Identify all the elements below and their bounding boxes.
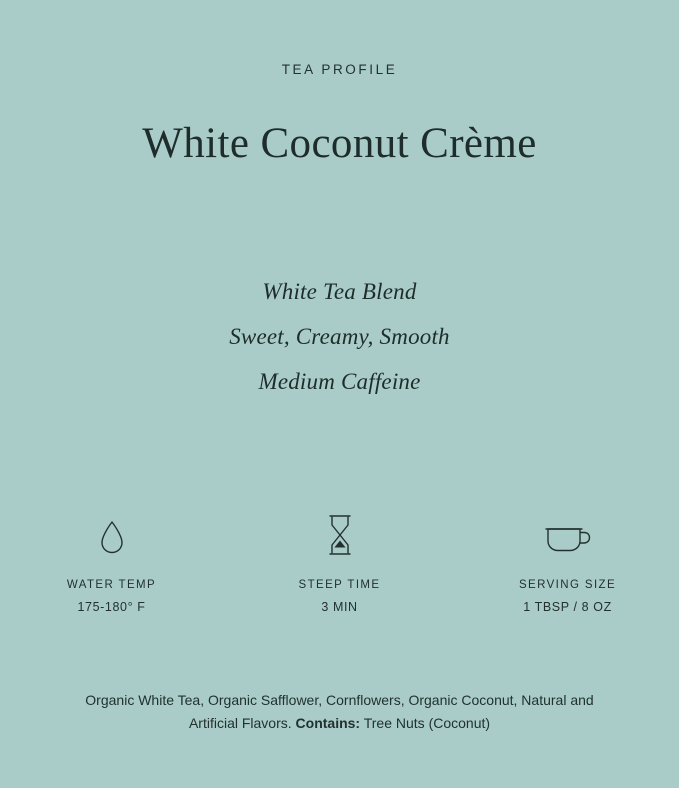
ingredients-text: Organic White Tea, Organic Safflower, Cornflowers, Organic Coconut, Natural and Artificial Flavors. [85, 691, 594, 732]
descriptor-item: Sweet, Creamy, Smooth [229, 323, 450, 349]
descriptor-item: White Tea Blend [262, 278, 417, 304]
teacup-icon [542, 511, 594, 557]
contains-label: Contains: [295, 715, 361, 732]
descriptor-item: Medium Caffeine [258, 368, 421, 394]
spec-value: 1 TBSP / 8 OZ [523, 599, 612, 614]
descriptor-list [229, 279, 450, 395]
spec-steep-time [265, 511, 415, 614]
water-drop-icon [97, 511, 127, 557]
page-title: White Coconut Crème [142, 120, 537, 167]
spec-value: 175-180° F [77, 599, 146, 614]
contains-value: Tree Nuts (Coconut) [360, 715, 491, 732]
spec-water-temp [37, 511, 187, 614]
spec-value: 3 MIN [321, 599, 358, 614]
hourglass-icon [323, 511, 357, 557]
spec-label: WATER TEMP [66, 578, 157, 591]
ingredients-statement [0, 689, 679, 736]
eyebrow-label: TEA PROFILE [281, 62, 398, 77]
spec-label: SERVING SIZE [518, 578, 617, 591]
spec-label: STEEP TIME [298, 578, 381, 591]
spec-serving-size [493, 511, 643, 614]
brewing-specs [37, 511, 643, 614]
